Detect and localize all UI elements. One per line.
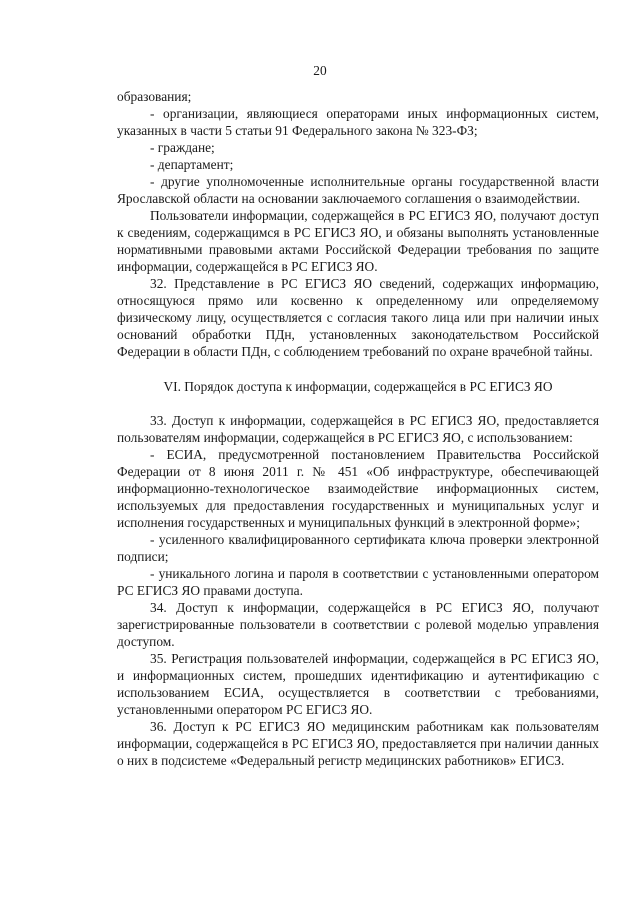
list-item-department: - департамент;: [150, 157, 234, 172]
clause-36: 36. Доступ к РС ЕГИСЗ ЯО медицинским работникам как пользователям информации, содержащейся в РС ЕГИСЗ ЯО, предоставляется при наличии данных о них в подсистеме «Федеральный регистр медицинских работников» ЕГИСЗ.: [117, 719, 599, 768]
list-item-esia: - ЕСИА, предусмотренной постановлением Правительства Российской Федерации от 8 июня 2011 г. № 451 «Об инфраструктуре, обеспечивающей информационно-технологическое взаимодействие информационных систем, используемых для предоставления государственных и муниципальных услуг и исполнения государственных и муниципальных функций в электронной форме»;: [117, 447, 599, 530]
clause-32: 32. Представление в РС ЕГИСЗ ЯО сведений, содержащих информацию, относящуюся прямо или косвенно к определенному или определяемому физическому лицу, осуществляется с согласия такого лица или при наличии иных оснований обработки ПДн, установленных законодательством Российской Федерации в области ПДн, с соблюдением требований по охране врачебной тайны.: [117, 276, 599, 359]
paragraph-continuation: образования;: [117, 89, 192, 104]
clause-35: 35. Регистрация пользователей информации, содержащейся в РС ЕГИСЗ ЯО, и информационных систем, прошедших идентификацию и аутентификацию с использованием ЕСИА, осуществляется в соответствии с требованиями, установленными оператором РС ЕГИСЗ ЯО.: [117, 651, 599, 717]
clause-34: 34. Доступ к информации, содержащейся в РС ЕГИСЗ ЯО, получают зарегистрированные пользователи в соответствии с ролевой моделью управления доступом.: [117, 600, 599, 649]
list-item-citizens: - граждане;: [150, 140, 215, 155]
clause-33: 33. Доступ к информации, содержащейся в РС ЕГИСЗ ЯО, предоставляется пользователям информации, содержащейся в РС ЕГИСЗ ЯО, с использованием:: [117, 413, 599, 445]
document-body: [117, 88, 599, 769]
list-item-certificate: - усиленного квалифицированного сертификата ключа проверки электронной подписи;: [117, 532, 599, 564]
page-number: 20: [313, 63, 327, 78]
list-item-login: - уникального логина и пароля в соответствии с установленными оператором РС ЕГИСЗ ЯО правами доступа.: [117, 566, 599, 598]
paragraph-users-access: Пользователи информации, содержащейся в РС ЕГИСЗ ЯО, получают доступ к сведениям, содержащимся в РС ЕГИСЗ ЯО, и обязаны выполнять установленные нормативными правовыми актами Российской Федерации требования по защите информации, содержащейся в РС ЕГИСЗ ЯО.: [117, 208, 599, 274]
section-heading: VI. Порядок доступа к информации, содержащейся в РС ЕГИСЗ ЯО: [163, 379, 553, 394]
list-item-operators: - организации, являющиеся операторами иных информационных систем, указанных в части 5 статьи 91 Федерального закона № 323-ФЗ;: [117, 106, 599, 138]
list-item-other-authorities: - другие уполномоченные исполнительные органы государственной власти Ярославской области на основании заключаемого соглашения о взаимодействии.: [117, 174, 599, 206]
